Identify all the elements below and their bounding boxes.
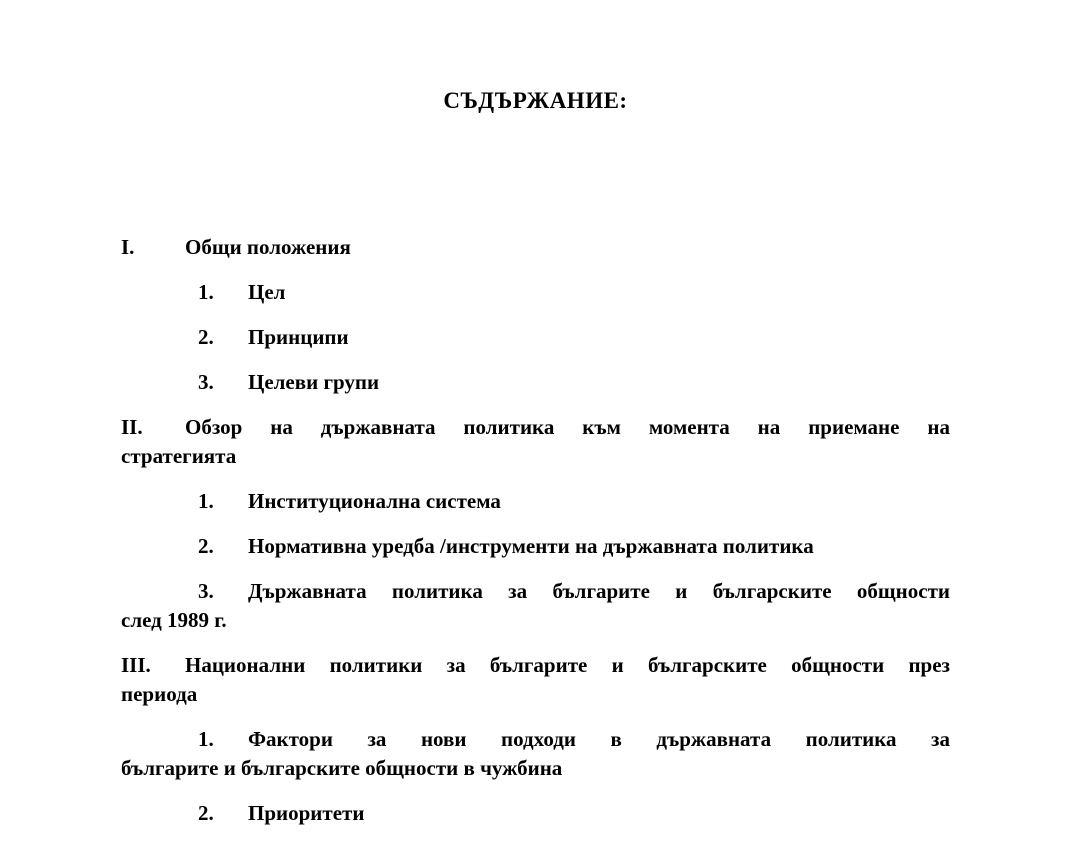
- entry-number: 3.: [198, 579, 214, 603]
- entry-text-line: Национални политики за българите и българските общности през: [185, 653, 950, 677]
- toc-entry: [121, 368, 950, 397]
- toc-entry: [121, 725, 950, 783]
- entry-text-line: след 1989 г.: [121, 608, 227, 632]
- entry-text-line: Обзор на държавната политика към момента на приемане на: [185, 415, 950, 439]
- entry-number: 1.: [198, 727, 214, 751]
- entry-number: III.: [121, 653, 151, 677]
- entry-number: 2.: [198, 801, 214, 825]
- entry-number: 2.: [198, 534, 214, 558]
- page-content: [0, 86, 1067, 828]
- toc-entry: [121, 487, 950, 516]
- entry-text-line: периода: [121, 682, 198, 706]
- entry-text-line: Цел: [248, 280, 286, 304]
- page-title: СЪДЪРЖАНИЕ:: [443, 88, 628, 113]
- entry-text-line: Нормативна уредба /инструменти на държавната политика: [248, 534, 814, 558]
- entry-text-line: Общи положения: [185, 235, 351, 259]
- toc-entry: [121, 233, 950, 262]
- toc-entry: [121, 799, 950, 828]
- toc-entry: [121, 577, 950, 635]
- toc-entry: [121, 413, 950, 471]
- entry-number: 3.: [198, 370, 214, 394]
- entry-number: 1.: [198, 280, 214, 304]
- entry-text-line: българите и българските общности в чужбина: [121, 756, 563, 780]
- toc-entry: [121, 532, 950, 561]
- entry-text-line: Целеви групи: [248, 370, 380, 394]
- toc-entry: [121, 323, 950, 352]
- entry-text-line: Принципи: [248, 325, 349, 349]
- entry-number: I.: [121, 235, 135, 259]
- toc-entry: [121, 651, 950, 709]
- entry-number: 1.: [198, 489, 214, 513]
- entry-number: 2.: [198, 325, 214, 349]
- table-of-contents: [121, 233, 950, 828]
- toc-entry: [121, 278, 950, 307]
- entry-text-line: стратегията: [121, 444, 237, 468]
- entry-text-line: Фактори за нови подходи в държавната политика за: [248, 727, 950, 751]
- entry-text-line: Държавната политика за българите и българските общности: [248, 579, 950, 603]
- entry-text-line: Институционална система: [248, 489, 501, 513]
- entry-text-line: Приоритети: [248, 801, 365, 825]
- entry-number: II.: [121, 415, 143, 439]
